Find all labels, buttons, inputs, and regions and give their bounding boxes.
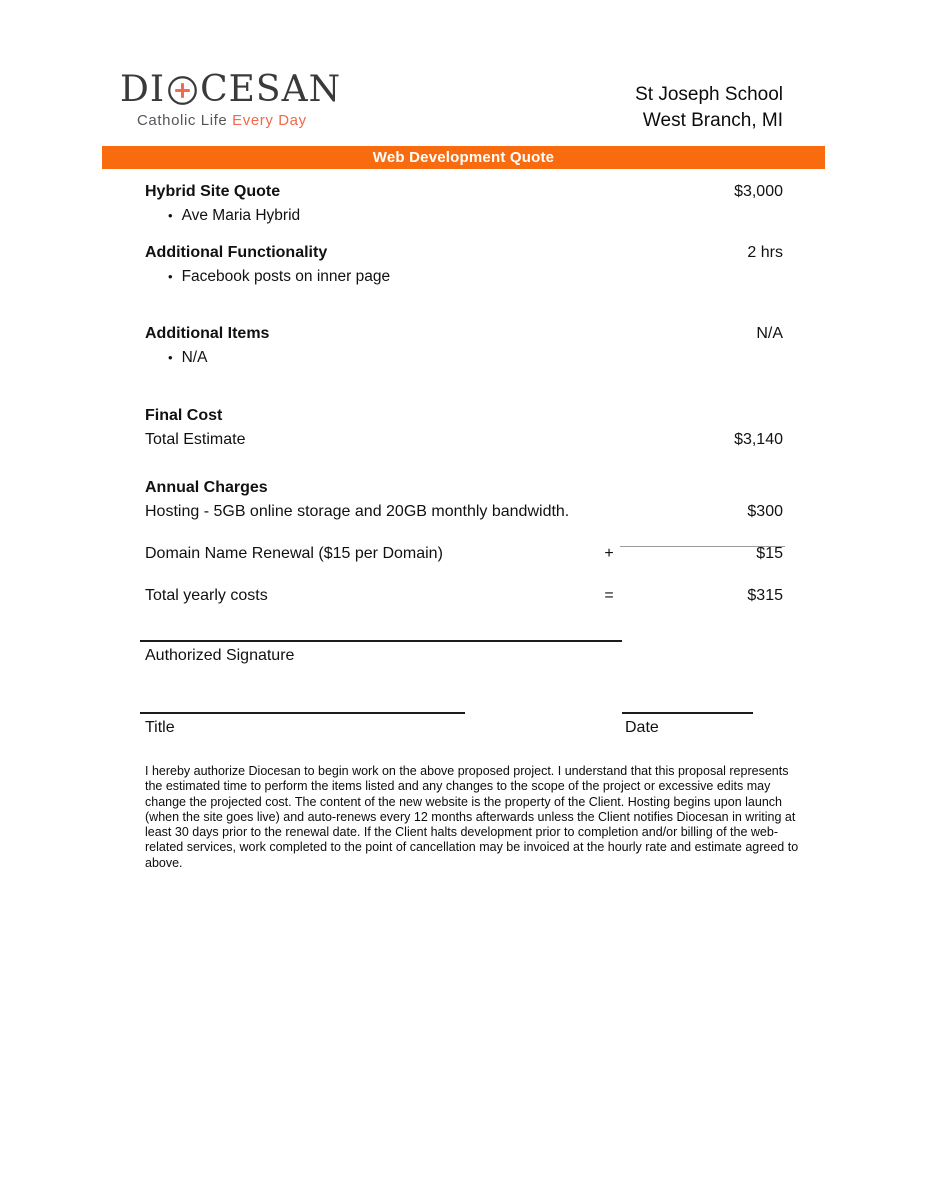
annual-charge-row [145, 503, 783, 521]
terms-paragraph: I hereby authorize Diocesan to begin work on the above proposed project. I understand that this proposal represents the estimated time to perform the items listed and any changes to the scope of the project or excessive edits may change the projected cost. The content of the new website is the property of the Client. Hosting begins upon launch (when the site goes live) and auto-renews every 12 months afterwards unless the Client notifies Diocesan in writing at least 30 days prior to the renewal date. If the Client halts development prior to completion and/or billing of the web-related services, work completed to the point of cancellation may be invoiced at the hourly rate and estimate agreed to above. [145, 764, 799, 870]
recipient-name: St Joseph School [635, 84, 783, 105]
logo-tagline [120, 112, 341, 129]
section-bullet [145, 268, 783, 286]
section-heading-row [145, 183, 783, 201]
authorized-signature-label: Authorized Signature [145, 647, 295, 664]
annual-charge-value: $300 [747, 503, 783, 520]
section-heading-row [145, 244, 783, 262]
annual-charge-label: Domain Name Renewal ($15 per Domain) [145, 545, 443, 562]
tagline-accent: Every Day [232, 112, 307, 129]
date-line [622, 712, 753, 714]
annual-charge-label: Hosting - 5GB online storage and 20GB monthly bandwidth. [145, 503, 570, 520]
annual-charges-heading-row [145, 479, 783, 497]
logo-word-suffix: CESAN [200, 69, 342, 110]
bullet-text: Facebook posts on inner page [181, 268, 391, 285]
logo-wordmark [120, 69, 342, 110]
section-heading: Hybrid Site Quote [145, 183, 281, 200]
bullet-icon: • [168, 269, 173, 284]
annual-charge-value: $15 [756, 545, 783, 562]
logo-word-prefix: DI [120, 69, 166, 110]
bullet-text: Ave Maria Hybrid [181, 207, 301, 224]
authorized-signature-line [140, 640, 622, 642]
annual-charge-operator: + [604, 545, 614, 562]
section-value: N/A [756, 325, 783, 342]
section-value: 2 hrs [747, 244, 783, 261]
section-bullet [145, 349, 783, 367]
tagline-primary: Catholic Life [137, 112, 233, 129]
section-heading: Additional Items [145, 325, 270, 342]
diocesan-logo [120, 69, 342, 129]
recipient-block [635, 82, 783, 134]
circle-plus-icon [167, 75, 198, 106]
bullet-text: N/A [181, 349, 208, 366]
total-estimate-row [145, 431, 783, 449]
banner-title: Web Development Quote [102, 146, 825, 169]
final-cost-heading: Final Cost [145, 407, 223, 424]
annual-total-row [145, 587, 783, 605]
title-label: Title [145, 719, 175, 736]
sum-divider-line [620, 546, 785, 547]
total-estimate-label: Total Estimate [145, 431, 246, 448]
bullet-icon: • [168, 350, 173, 365]
annual-charge-row [145, 545, 783, 563]
total-estimate-value: $3,140 [734, 431, 783, 448]
annual-total-operator: = [604, 587, 614, 604]
section-heading: Additional Functionality [145, 244, 328, 261]
annual-charges-heading: Annual Charges [145, 479, 268, 496]
annual-total-label: Total yearly costs [145, 587, 268, 604]
recipient-location: West Branch, MI [642, 110, 783, 131]
section-bullet [145, 207, 783, 225]
date-label: Date [625, 719, 659, 736]
final-cost-heading-row [145, 407, 783, 425]
annual-total-value: $315 [747, 587, 783, 604]
title-line [140, 712, 465, 714]
bullet-icon: • [168, 208, 173, 223]
section-value: $3,000 [734, 183, 783, 200]
section-heading-row [145, 325, 783, 343]
